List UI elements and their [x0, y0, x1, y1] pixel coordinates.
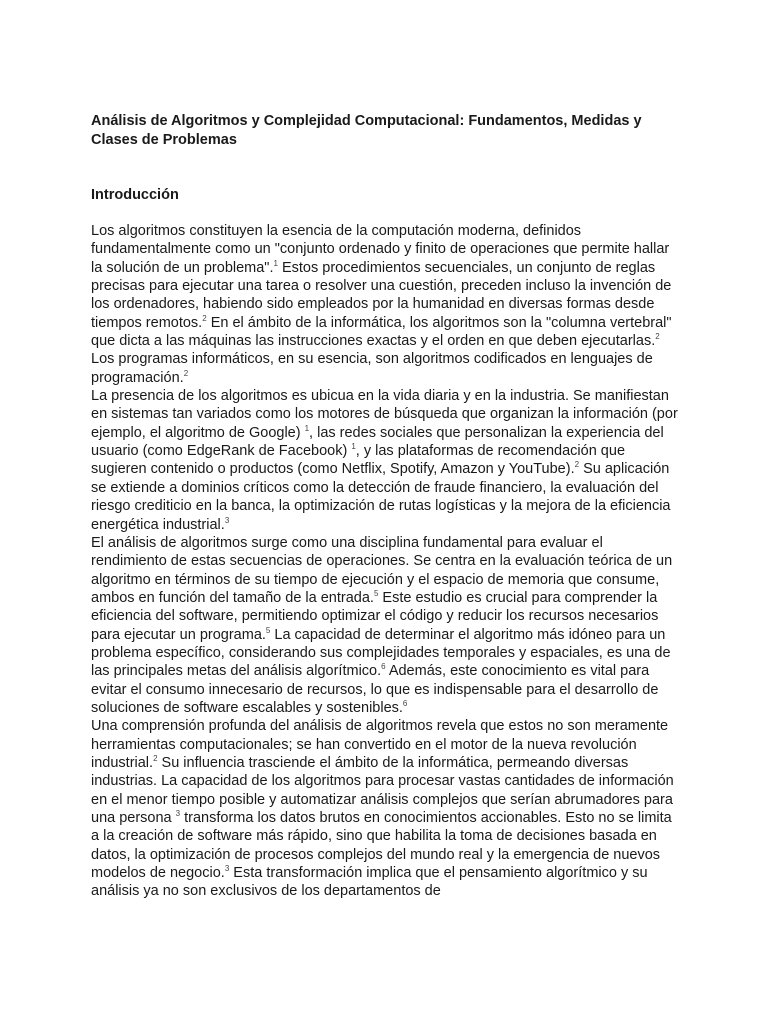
- paragraph-text: Los programas informáticos, en su esencia, son algoritmos codificados en lenguajes de programación.: [91, 351, 653, 386]
- paragraph-text: Una comprensión profunda del análisis de algoritmos revela que estos no son meramente herramientas computacionales; se han convertido en el motor de la nueva revolución industrial.: [91, 718, 669, 771]
- paragraph-text: La capacidad de determinar el algoritmo más idóneo para un problema específico, considerando sus complejidades temporales y espaciales, es una de las principales metas del análisis algorítmico.: [91, 626, 671, 680]
- paragraph-text: Además, este conocimiento es vital para evitar el consumo innecesario de recursos, lo que es indispensable para el desarrollo de soluciones de software escalables y sostenibles.: [91, 663, 659, 716]
- footnote-ref: 1: [351, 442, 356, 452]
- footnote-ref: 3: [224, 864, 230, 874]
- paragraph: [91, 534, 681, 717]
- paragraph: [91, 717, 681, 900]
- paragraph-text: Los algoritmos constituyen la esencia de la computación moderna, definidos fundamentalmente como un "conjunto ordenado y finito de operaciones que permite hallar la solución de un problema".: [91, 223, 670, 276]
- paragraph-text: La presencia de los algoritmos es ubicua en la vida diaria y en la industria. Se manifiestan en sistemas tan variados como los motores de búsqueda que organizan la información (por ejemplo, el algoritmo de Google): [91, 388, 678, 441]
- footnote-ref: 1: [304, 423, 310, 433]
- paragraph-text: El análisis de algoritmos surge como una disciplina fundamental para evaluar el rendimiento de estas secuencias de operaciones. Se centra en la evaluación teórica de un algoritmo en términos de su tiempo de ejecución y el espacio de memoria que consume, ambos en función del tamaño de la entrada.: [91, 534, 673, 606]
- paragraph: [91, 387, 681, 534]
- footnote-ref: 6: [402, 698, 408, 708]
- footnote-ref: 2: [153, 753, 158, 763]
- footnote-ref: 1: [273, 258, 278, 268]
- footnote-ref: 6: [381, 662, 386, 672]
- paragraph-text: En el ámbito de la informática, los algoritmos son la "columna vertebral" que dicta a las máquinas las instrucciones exactas y el orden en que deben ejecutarlas.: [91, 314, 672, 350]
- paragraph: [91, 222, 681, 387]
- footnote-ref: 3: [175, 809, 181, 818]
- footnote-ref: 2: [202, 313, 207, 323]
- paragraph-text: Estos procedimientos secuenciales, un conjunto de reglas precisas para ejecutar una tarea o resolver una cuestión, preceden incluso la invención de los ordenadores, habiendo sido empleados por la humanidad en diversas formas desde tiempos remotos.: [91, 259, 672, 331]
- document-body: [91, 222, 681, 901]
- document-title: Análisis de Algoritmos y Complejidad Computacional: Fundamentos, Medidas y Clases de Problemas: [91, 113, 642, 148]
- footnote-ref: 2: [574, 460, 580, 470]
- footnote-ref: 3: [224, 515, 230, 525]
- paragraph-text: Su aplicación se extiende a dominios críticos como la detección de fraude financiero, la evaluación del riesgo crediticio en la banca, la optimización de rutas logísticas y la mejora de la eficiencia energética industrial.: [91, 461, 671, 533]
- paragraph-text: Este estudio es crucial para comprender la eficiencia del software, permitiendo optimizar el código y reducir los recursos necesarios para ejecutar un programa.: [91, 589, 659, 643]
- paragraph-text: , las redes sociales que personalizan la experiencia del usuario (como EdgeRank de Facebook): [91, 424, 664, 460]
- paragraph-text: Su influencia trasciende el ámbito de la informática, permeando diversas industrias. La capacidad de los algoritmos para procesar vastas cantidades de información en el menor tiempo posible y automatizar análisis complejos que serían abrumadores para una persona: [91, 754, 674, 826]
- paragraph-text: transforma los datos brutos en conocimientos accionables. Esto no se limita a la creación de software más rápido, sino que habilita la toma de decisiones basada en datos, la optimización de procesos complejos del mundo real y la emergencia de nuevos modelos de negocio.: [91, 810, 672, 882]
- footnote-ref: 2: [655, 332, 660, 342]
- paragraph-text: Esta transformación implica que el pensamiento algorítmico y su análisis ya no son exclusivos de los departamentos de: [91, 865, 648, 900]
- footnote-ref: 5: [373, 588, 379, 598]
- footnote-ref: 5: [265, 625, 271, 635]
- footnote-ref: 2: [183, 368, 189, 378]
- paragraph-text: , y las plataformas de recomendación que sugieren contenido o productos (como Netflix, Spotify, Amazon y YouTube).: [91, 443, 626, 478]
- section-heading: Introducción: [91, 187, 179, 203]
